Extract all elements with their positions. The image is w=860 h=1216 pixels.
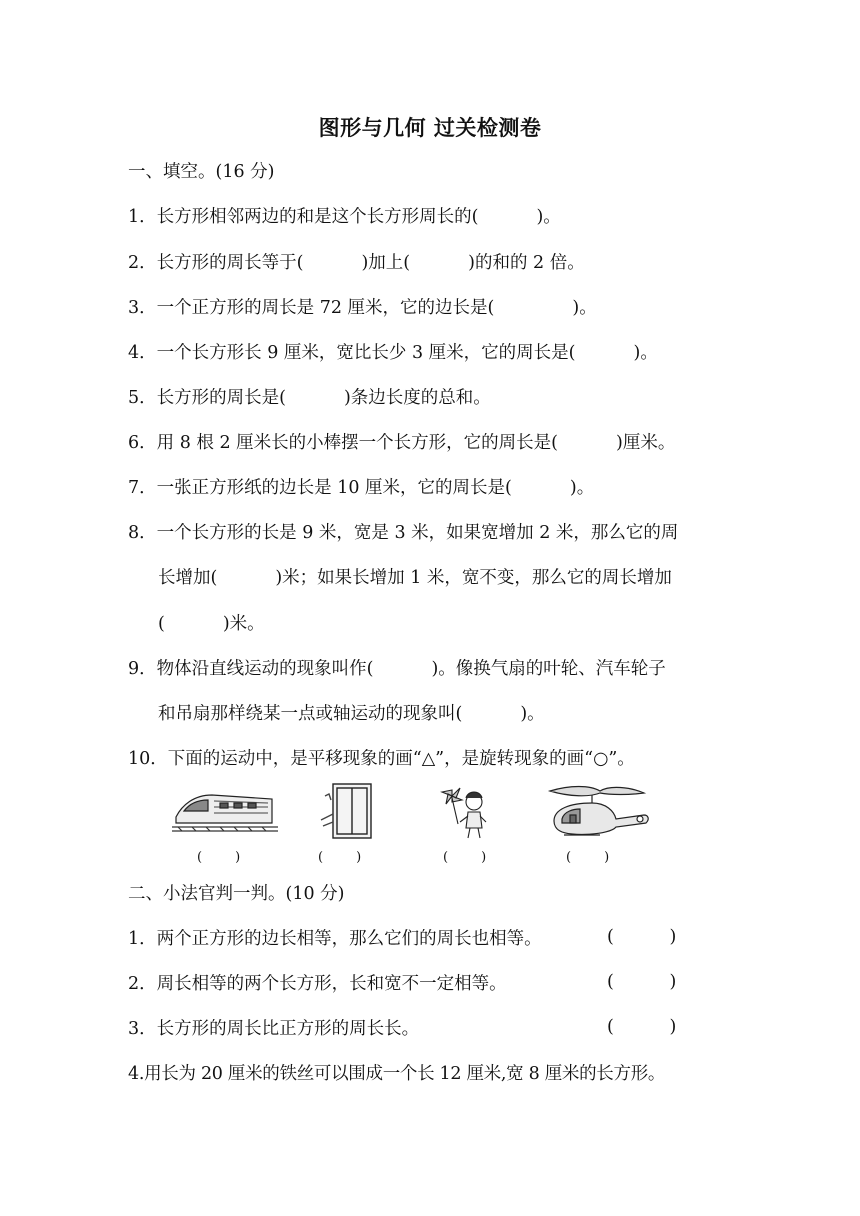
question-number: 1． — [128, 207, 157, 227]
question-number: 4． — [128, 343, 157, 363]
window-picture — [315, 780, 377, 842]
question-number: 9． — [128, 659, 157, 679]
question-text-end: )的和的 2 倍。 — [468, 253, 585, 273]
question-text-end: )米。 — [222, 614, 265, 634]
question-text: 周长相等的两个长方形，长和宽不一定相等。 — [156, 974, 507, 994]
question-number: 10． — [128, 749, 168, 769]
question-8-line-3 — [158, 612, 265, 636]
page-title: 图形与几何 过关检测卷 — [318, 116, 542, 140]
question-text-end: )条边长度的总和。 — [343, 388, 491, 408]
pinwheel-boy-picture — [438, 784, 494, 840]
question-number: 5． — [128, 388, 157, 408]
question-8-line-1 — [128, 521, 678, 545]
question-text: 长方形的周长是( — [156, 388, 286, 408]
question-number: 3． — [128, 1019, 157, 1039]
question-1 — [128, 205, 561, 229]
question-text: 和吊扇那样绕某一点或轴运动的现象叫( — [158, 704, 463, 724]
question-text: 长方形的周长比正方形的周长长。 — [156, 1019, 420, 1039]
question-text: 长增加( — [158, 568, 218, 588]
question-9-line-2 — [158, 702, 545, 726]
question-text: 一个长方形的长是 9 米，宽是 3 米，如果宽增加 2 米，那么它的周 — [156, 523, 679, 543]
judge-question-4: 4.用长为 20 厘米的铁丝可以围成一个长 12 厘米,宽 8 厘米的长方形。 — [128, 1064, 666, 1084]
question-3 — [128, 296, 597, 320]
question-text: 一张正方形纸的边长是 10 厘米，它的周长是( — [156, 478, 512, 498]
answer-paren-pinwheel[interactable]: ( ) — [443, 850, 487, 865]
judge-paren-2[interactable]: ( ) — [607, 972, 677, 992]
judge-question-1 — [128, 927, 542, 951]
question-text-end: )。 — [633, 343, 658, 363]
question-number: 8． — [128, 523, 157, 543]
question-text-end: )。像换气扇的叶轮、汽车轮子 — [431, 659, 666, 679]
question-text-end: )。 — [572, 298, 597, 318]
train-picture — [172, 785, 280, 837]
question-number: 2． — [128, 974, 157, 994]
question-8-line-2 — [158, 566, 672, 590]
question-text: ( — [158, 614, 165, 634]
helicopter-picture — [540, 785, 652, 841]
question-5 — [128, 386, 491, 410]
question-text-end: )厘米。 — [616, 433, 676, 453]
question-6 — [128, 431, 675, 455]
judge-question-3 — [128, 1017, 419, 1041]
question-number: 1． — [128, 929, 157, 949]
judge-paren-3[interactable]: ( ) — [607, 1017, 677, 1037]
question-text: 用 8 根 2 厘米长的小棒摆一个长方形，它的周长是( — [156, 433, 558, 453]
answer-paren-window[interactable]: ( ) — [318, 850, 362, 865]
question-7 — [128, 476, 594, 500]
judge-paren-1[interactable]: ( ) — [607, 927, 677, 947]
question-text: 长方形的周长等于( — [156, 253, 304, 273]
question-text-end: )。 — [520, 704, 545, 724]
answer-paren-train[interactable]: ( ) — [197, 850, 241, 865]
section2-heading: 二、小法官判一判。(10 分) — [128, 884, 345, 904]
question-text: 长方形相邻两边的和是这个长方形周长的( — [156, 207, 479, 227]
question-number: 2． — [128, 253, 157, 273]
section1-heading: 一、填空。(16 分) — [128, 162, 275, 182]
question-number: 7． — [128, 478, 157, 498]
question-text: 物体沿直线运动的现象叫作( — [156, 659, 374, 679]
question-text-middle: )加上( — [361, 253, 411, 273]
question-number: 6． — [128, 433, 157, 453]
question-text: 一个正方形的周长是 72 厘米，它的边长是( — [156, 298, 495, 318]
question-text-end: )。 — [536, 207, 561, 227]
question-text: 两个正方形的边长相等，那么它们的周长也相等。 — [156, 929, 542, 949]
question-text-end: )米；如果长增加 1 米，宽不变，那么它的周长增加 — [275, 568, 672, 588]
question-10 — [128, 747, 635, 771]
question-text: 下面的运动中，是平移现象的画“△”，是旋转现象的画“○”。 — [167, 749, 635, 769]
question-4 — [128, 341, 658, 365]
question-2 — [128, 251, 585, 275]
answer-paren-helicopter[interactable]: ( ) — [566, 850, 610, 865]
question-number: 3． — [128, 298, 157, 318]
judge-question-2 — [128, 972, 507, 996]
question-text-end: )。 — [569, 478, 595, 498]
question-9-line-1 — [128, 657, 666, 681]
question-text: 一个长方形长 9 厘米，宽比长少 3 厘米，它的周长是( — [156, 343, 576, 363]
